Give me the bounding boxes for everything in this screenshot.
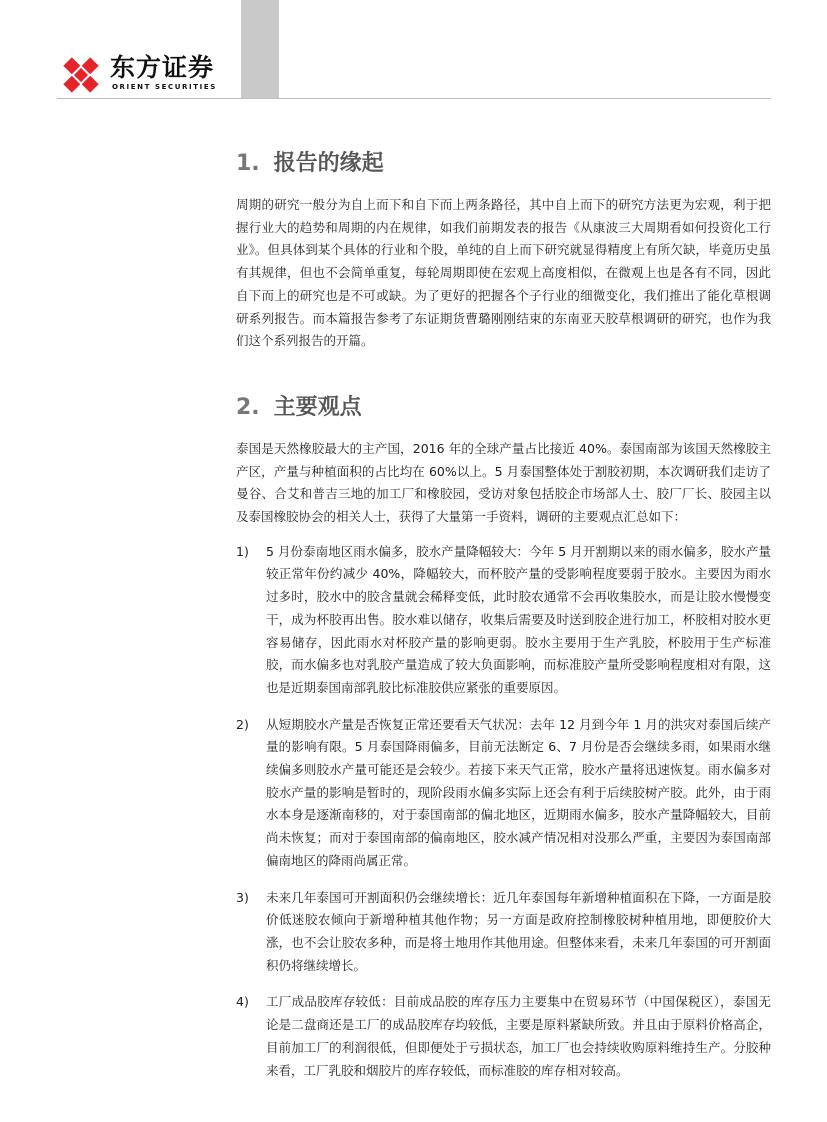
- list-item-index: 4): [236, 994, 249, 1010]
- list-item-index: 2): [236, 716, 249, 732]
- section-title: [236, 148, 771, 180]
- logo-chinese-name: 东方证券: [110, 53, 215, 82]
- section-title-text: 主要观点: [273, 394, 362, 420]
- header-divider: [57, 98, 771, 99]
- logo-english-name: ORIENT SECURITIES: [112, 83, 217, 91]
- list-item-index: 3): [236, 889, 249, 905]
- list-item-index: 1): [236, 543, 249, 559]
- list-item: [236, 541, 771, 700]
- list-item: [236, 991, 771, 1082]
- company-logo: [58, 52, 238, 94]
- section-paragraph: 周期的研究一般分为自上而下和自下而上两条路径，其中自上而下的研究方法更为宏观，利于把握行业大的趋势和周期的内在规律，如我们前期发表的报告《从康波三大周期看如何投资化工行业》。但具体到某个具体的行业和个股，单纯的自上而下研究就显得精度上有所欠缺，毕竟历史虽有其规律，但也不会简单重复，每轮周期即使在宏观上高度相似，在微观上也是各有不同，因此自下而上的研究也是不可或缺。为了更好的把握各个子行业的细微变化，我们推出了能化草根调研系列报告。而本篇报告参考了东证期货曹璐刚刚结束的东南亚天胶草根调研的研究，也作为我们这个系列报告的开篇。: [236, 197, 771, 349]
- report-body: [236, 148, 771, 1096]
- section-title: [236, 392, 771, 424]
- section-number: 1.: [236, 151, 260, 176]
- section-paragraph: 泰国是天然橡胶最大的主产国，2016 年的全球产量占比接近 40%。泰国南部为该国天然橡胶主产区，产量与种植面积的占比均在 60%以上。5 月泰国整体处于割胶初期，本次调研我们走访了曼谷、合艾和普吉三地的加工厂和橡胶园，受访对象包括胶企市场部人士、胶厂厂长、胶园主以及泰国橡胶协会的相关人士，获得了大量第一手资料，调研的主要观点汇总如下：: [236, 440, 771, 525]
- section-origin: [236, 148, 771, 353]
- section-title-text: 报告的缘起: [273, 151, 384, 176]
- section-number: 2.: [236, 394, 260, 420]
- list-item-text: 从短期胶水产量是否恢复正常还要看天气状况：去年 12 月到今年 1 月的洪灾对泰国后续产量的影响有限。5 月泰国降雨偏多，目前无法断定 6、7 月份是否会继续多雨，如果雨水继续偏多则胶水产量可能还是会较少。若接下来天气正常，胶水产量将迅速恢复。雨水偏多对胶水产量的影响是暂时的，现阶段雨水偏多实际上还会有利于后续胶树产胶。此外，由于雨水本身是逐渐南移的，对于泰国南部的偏北地区，近期雨水偏多，胶水产量降幅较大，目前尚未恢复；而对于泰国南部的偏南地区，胶水减产情况相对没那么严重，主要因为泰国南部偏南地区的降雨尚属正常。: [266, 716, 771, 868]
- list-item-text: 5 月份泰南地区雨水偏多，胶水产量降幅较大：今年 5 月开割期以来的雨水偏多，胶水产量较正常年份约减少 40%，降幅较大，而杯胶产量的受影响程度要弱于胶水。主要因为雨水过多时，胶水中的胶含量就会稀释变低，此时胶农通常不会再收集胶水，而是让胶水慢慢变干，成为杯胶再出售。胶水难以储存，收集后需要及时送到胶企进行加工，杯胶相对胶水更容易储存，因此雨水对杯胶产量的影响更弱。胶水主要用于生产乳胶，杯胶用于生产标准胶，而水偏多也对乳胶产量造成了较大负面影响，而标准胶产量所受影响程度相对有限，这也是近期泰国南部乳胶比标准胶供应紧张的重要原因。: [266, 543, 771, 695]
- header-gray-bar: [241, 0, 279, 98]
- orient-logo-icon: [58, 52, 104, 98]
- list-item: [236, 714, 771, 873]
- list-item: [236, 887, 771, 978]
- list-item-text: 未来几年泰国可开割面积仍会继续增长：近几年泰国每年新增种植面积在下降，一方面是胶价低迷胶农倾向于新增种植其他作物；另一方面是政府控制橡胶树种植用地，即便胶价大涨，也不会让胶农多种，而是将土地用作其他用途。但整体来看，未来几年泰国的可开割面积仍将继续增长。: [266, 889, 771, 973]
- key-points-list: [236, 541, 771, 1082]
- section-key-points: [236, 392, 771, 1082]
- list-item-text: 工厂成品胶库存较低：目前成品胶的库存压力主要集中在贸易环节（中国保税区），泰国无论是二盘商还是工厂的成品胶库存均较低，主要是原料紧缺所致。并且由于原料价格高企，目前加工厂的利润很低，但即便处于亏损状态，加工厂也会持续收购原料维持生产。分胶种来看，工厂乳胶和烟胶片的库存较低，而标准胶的库存相对较高。: [266, 994, 771, 1078]
